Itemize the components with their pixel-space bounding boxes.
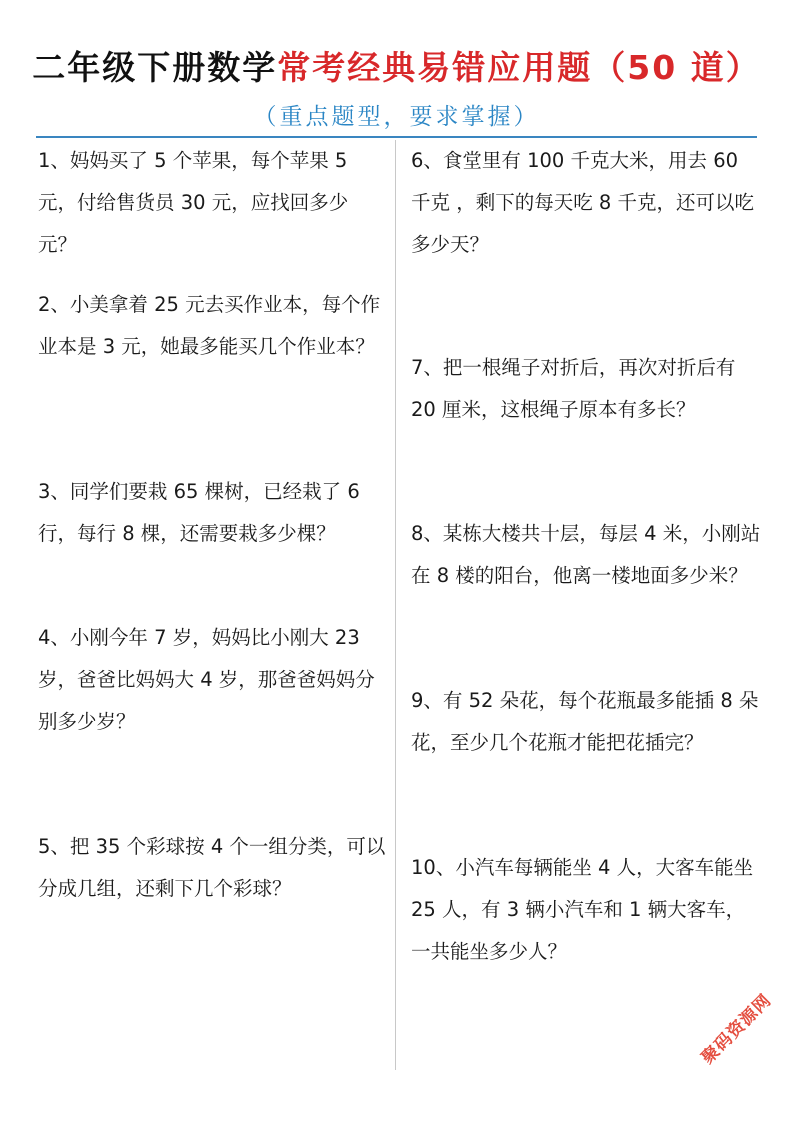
- question-3: 3、同学们要栽 65 棵树，已经栽了 6 行，每行 8 棵，还需要栽多少棵？: [38, 480, 360, 545]
- question-6: 6、食堂里有 100 千克大米，用去 60 千克 ，剩下的每天吃 8 千克，还可以吃多少天？: [411, 149, 755, 256]
- header-rule: [36, 136, 757, 138]
- watermark-stamp: 聚码资源网: [697, 990, 776, 1069]
- question-9: 9、有 52 朵花，每个花瓶最多能插 8 朵花，至少几个花瓶才能把花插完？: [411, 689, 759, 754]
- question-7: 7、把一根绳子对折后，再次对折后有 20 厘米，这根绳子原本有多长？: [411, 356, 736, 421]
- question-2: 2、小美拿着 25 元去买作业本，每个作业本是 3 元，她最多能买几个作业本？: [38, 293, 381, 358]
- question-1: 1、妈妈买了 5 个苹果，每个苹果 5 元，付给售货员 30 元，应找回多少元？: [38, 149, 349, 256]
- column-divider: [395, 140, 396, 1070]
- question-10: 10、小汽车每辆能坐 4 人，大客车能坐 25 人，有 3 辆小汽车和 1 辆大客车，一共能坐多少人？: [411, 856, 754, 963]
- question-5: 5、把 35 个彩球按 4 个一组分类，可以分成几组，还剩下几个彩球？: [38, 835, 386, 900]
- page-title: [0, 42, 793, 89]
- question-8: 8、某栋大楼共十层，每层 4 米，小刚站在 8 楼的阳台，他离一楼地面多少米？: [411, 522, 761, 587]
- page-subtitle: （重点题型，要求掌握）: [253, 104, 540, 130]
- title-black-part: 二年级下册数学: [32, 48, 278, 87]
- question-4: 4、小刚今年 7 岁，妈妈比小刚大 23 岁，爸爸比妈妈大 4 岁，那爸爸妈妈分别多少岁？: [38, 626, 375, 733]
- title-red-part: 常考经典易错应用题（50 道）: [277, 48, 761, 87]
